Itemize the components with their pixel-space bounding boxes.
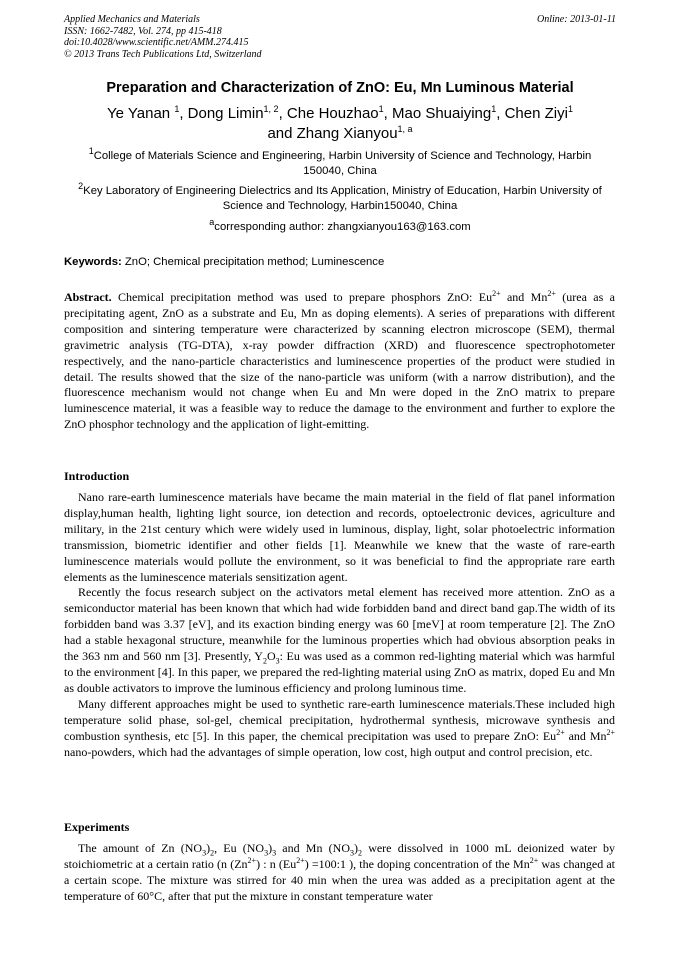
author-name: , Chen Ziyi	[496, 105, 568, 122]
author-affiliation-mark: 1	[174, 104, 180, 114]
subscript: 3	[272, 848, 277, 858]
experiments-body	[64, 841, 615, 905]
subscript: 3	[350, 848, 354, 858]
paragraph-text: and Mn	[564, 728, 607, 743]
online-date: Online: 2013-01-11	[537, 14, 616, 25]
author-list	[64, 104, 616, 144]
journal-header	[64, 14, 616, 60]
paragraph-text: Recently the focus research subject on the activators metal element has received more attention. ZnO as a semiconductor material has been known that which had wide forbidden band and direct band gap.The width of its forbidden band was 3.37 [eV], and its exaction binding energy was 60 [meV] at room temperature [2]. The ZnO had a stable hexagonal structure, meanwhile for the luminous properties which had obvious absorption peaks in the 363 nm and 560 nm [3]. Presently, Y	[64, 585, 615, 664]
abstract	[64, 290, 615, 433]
abstract-text: (urea as a precipitating agent, ZnO as a substrate and Eu, Mn as doping elements). A series of preparations with different composition and sintering temperature were characterized by scanning electron microscope (SEM), thermal gravimetric analysis (TG-DTA), x-ray powder diffraction (XRD) and fluorescence spectrophotometer respectively, and the nano-particle characteristics and luminescence properties of the product were studied in detail. The results showed that the size of the nano-particle was uniform (with a narrow distribution), and the fluorescence mechanism would not change when Eu and Mn were doped in the ZnO matrix to prepare luminescence material, it was a feasible way to reduce the damage to the environment and further to explore the ZnO phosphor technology and the application of light-emitting.	[64, 290, 615, 432]
superscript: 2+	[606, 727, 616, 737]
superscript: 2+	[247, 855, 257, 865]
intro-paragraph-2	[64, 585, 615, 696]
intro-paragraph-3	[64, 697, 615, 761]
abstract-text: and Mn	[500, 290, 548, 304]
issn-line: ISSN: 1662-7482, Vol. 274, pp 415-418	[64, 25, 222, 37]
paragraph-text: )	[268, 841, 273, 855]
paragraph-text: , Eu (NO	[214, 841, 265, 855]
author-affiliation-mark: 1, 2	[263, 104, 279, 114]
paragraph-text: Many different approaches might be used to synthetic rare-earth luminescence materials.These included high temperature solid phase, sol-gel, chemical precipitation, hydrothermal synthesis, microwave synthesis and combustion synthesis, etc [5]. In this paper, the chemical precipitation was used to prepare ZnO: Eu	[64, 696, 615, 743]
copyright-line: © 2013 Trans Tech Publications Ltd, Switzerland	[64, 48, 262, 60]
experiments-paragraph-1	[64, 841, 615, 905]
paragraph-text: ) =100:1 ), the doping concentration of the Mn	[304, 856, 530, 871]
author-name: , Mao Shuaiying	[383, 105, 492, 122]
paragraph-text: : Eu was used as a common red-lighting material which was harmful to the environment [4]. In this paper, we prepared the red-lighting material using ZnO as matrix, doped Eu and Mn as double activators to improve the luminous efficiency and prolong luminous time.	[64, 649, 616, 695]
author-affiliation-mark: 1	[491, 104, 497, 114]
author-name: , Dong Limin	[179, 105, 264, 122]
abstract-text: Chemical precipitation method was used to prepare phosphors ZnO: Eu	[111, 290, 493, 304]
affiliation-text: Key Laboratory of Engineering Dielectrics and Its Application, Ministry of Education, Harbin University of Science and Technology, Harbin150040, China	[83, 185, 602, 212]
superscript: 2+	[556, 727, 565, 737]
paragraph-text: nano-powders, which had the advantages of simple operation, low cost, high output and control precision, etc.	[64, 744, 593, 759]
journal-name: Applied Mechanics and Materials	[64, 14, 200, 25]
paragraph-text: )	[354, 841, 358, 855]
intro-paragraph-1: Nano rare-earth luminescence materials have became the main material in the field of flat panel information display,human health, lighting light source, ion detection and records, optoelectronic devices, agriculture and military, in the 21st century which were widely used in luminous, display, light, solar photoelectric information transmission, biometric identifier and other fields [1]. Meanwhile we knew that the waste of rare-earth luminescence materials would pollute the environment, so it was beneficial to find the appropriate rare earth elements as the luminescence materials sensitization agent.	[64, 490, 615, 584]
experiments-heading: Experiments	[64, 820, 130, 834]
subscript: 3	[202, 848, 207, 858]
introduction-body	[64, 490, 615, 760]
affiliation-mark: a	[209, 217, 215, 228]
paragraph-text: was changed at a certain scope. The mixture was stirred for 40 min when the urea was added as a precipitation agent at the temperature of 60°C, after that put the mixture in constant temperature water	[64, 856, 616, 903]
subscript: 3	[275, 656, 280, 666]
corresponding-email[interactable]: corresponding author: zhangxianyou163@163.com	[214, 221, 471, 233]
paragraph-text: )	[206, 841, 211, 855]
affiliation-2	[64, 181, 616, 214]
affiliation-mark: 1	[88, 146, 94, 157]
keywords	[64, 256, 616, 268]
introduction-heading: Introduction	[64, 469, 130, 483]
abstract-label: Abstract.	[64, 290, 112, 304]
author-name: and Zhang Xianyou	[267, 125, 398, 142]
subscript: 3	[264, 848, 269, 858]
paragraph-text: ) : n (Eu	[256, 856, 297, 871]
author-name: Ye Yanan	[107, 105, 175, 122]
superscript: 2+	[296, 855, 305, 865]
superscript: 2+	[492, 289, 501, 298]
author-affiliation-mark: 1	[567, 104, 573, 114]
affiliation-text: College of Materials Science and Engineering, Harbin University of Science and Technology, Harbin 150040, China	[93, 150, 592, 177]
superscript: 2+	[529, 855, 539, 865]
affiliation-mark: 2	[78, 181, 84, 192]
keywords-label: Keywords:	[64, 256, 122, 268]
subscript: 2	[262, 656, 267, 666]
author-affiliation-mark: 1, a	[397, 124, 413, 134]
paragraph-text: and Mn (NO	[276, 841, 350, 855]
author-name: , Che Houzhao	[278, 105, 379, 122]
paper-title: Preparation and Characterization of ZnO: Eu, Mn Luminous Material	[106, 80, 574, 96]
keywords-text: ZnO; Chemical precipitation method; Luminescence	[121, 256, 385, 268]
subscript: 2	[358, 848, 362, 858]
affiliation-1	[64, 146, 616, 179]
superscript: 2+	[547, 289, 556, 298]
paragraph-text: O	[266, 649, 276, 664]
doi-line[interactable]: doi:10.4028/www.scientific.net/AMM.274.415	[64, 37, 249, 49]
author-affiliation-mark: 1	[378, 104, 384, 114]
paragraph-text: The amount of Zn (NO	[78, 841, 203, 855]
subscript: 2	[210, 848, 215, 858]
paragraph-text: were dissolved in 1000 mL deionized water by stoichiometric at a certain ratio (n (Zn	[64, 841, 615, 871]
corresponding-author	[64, 217, 616, 235]
